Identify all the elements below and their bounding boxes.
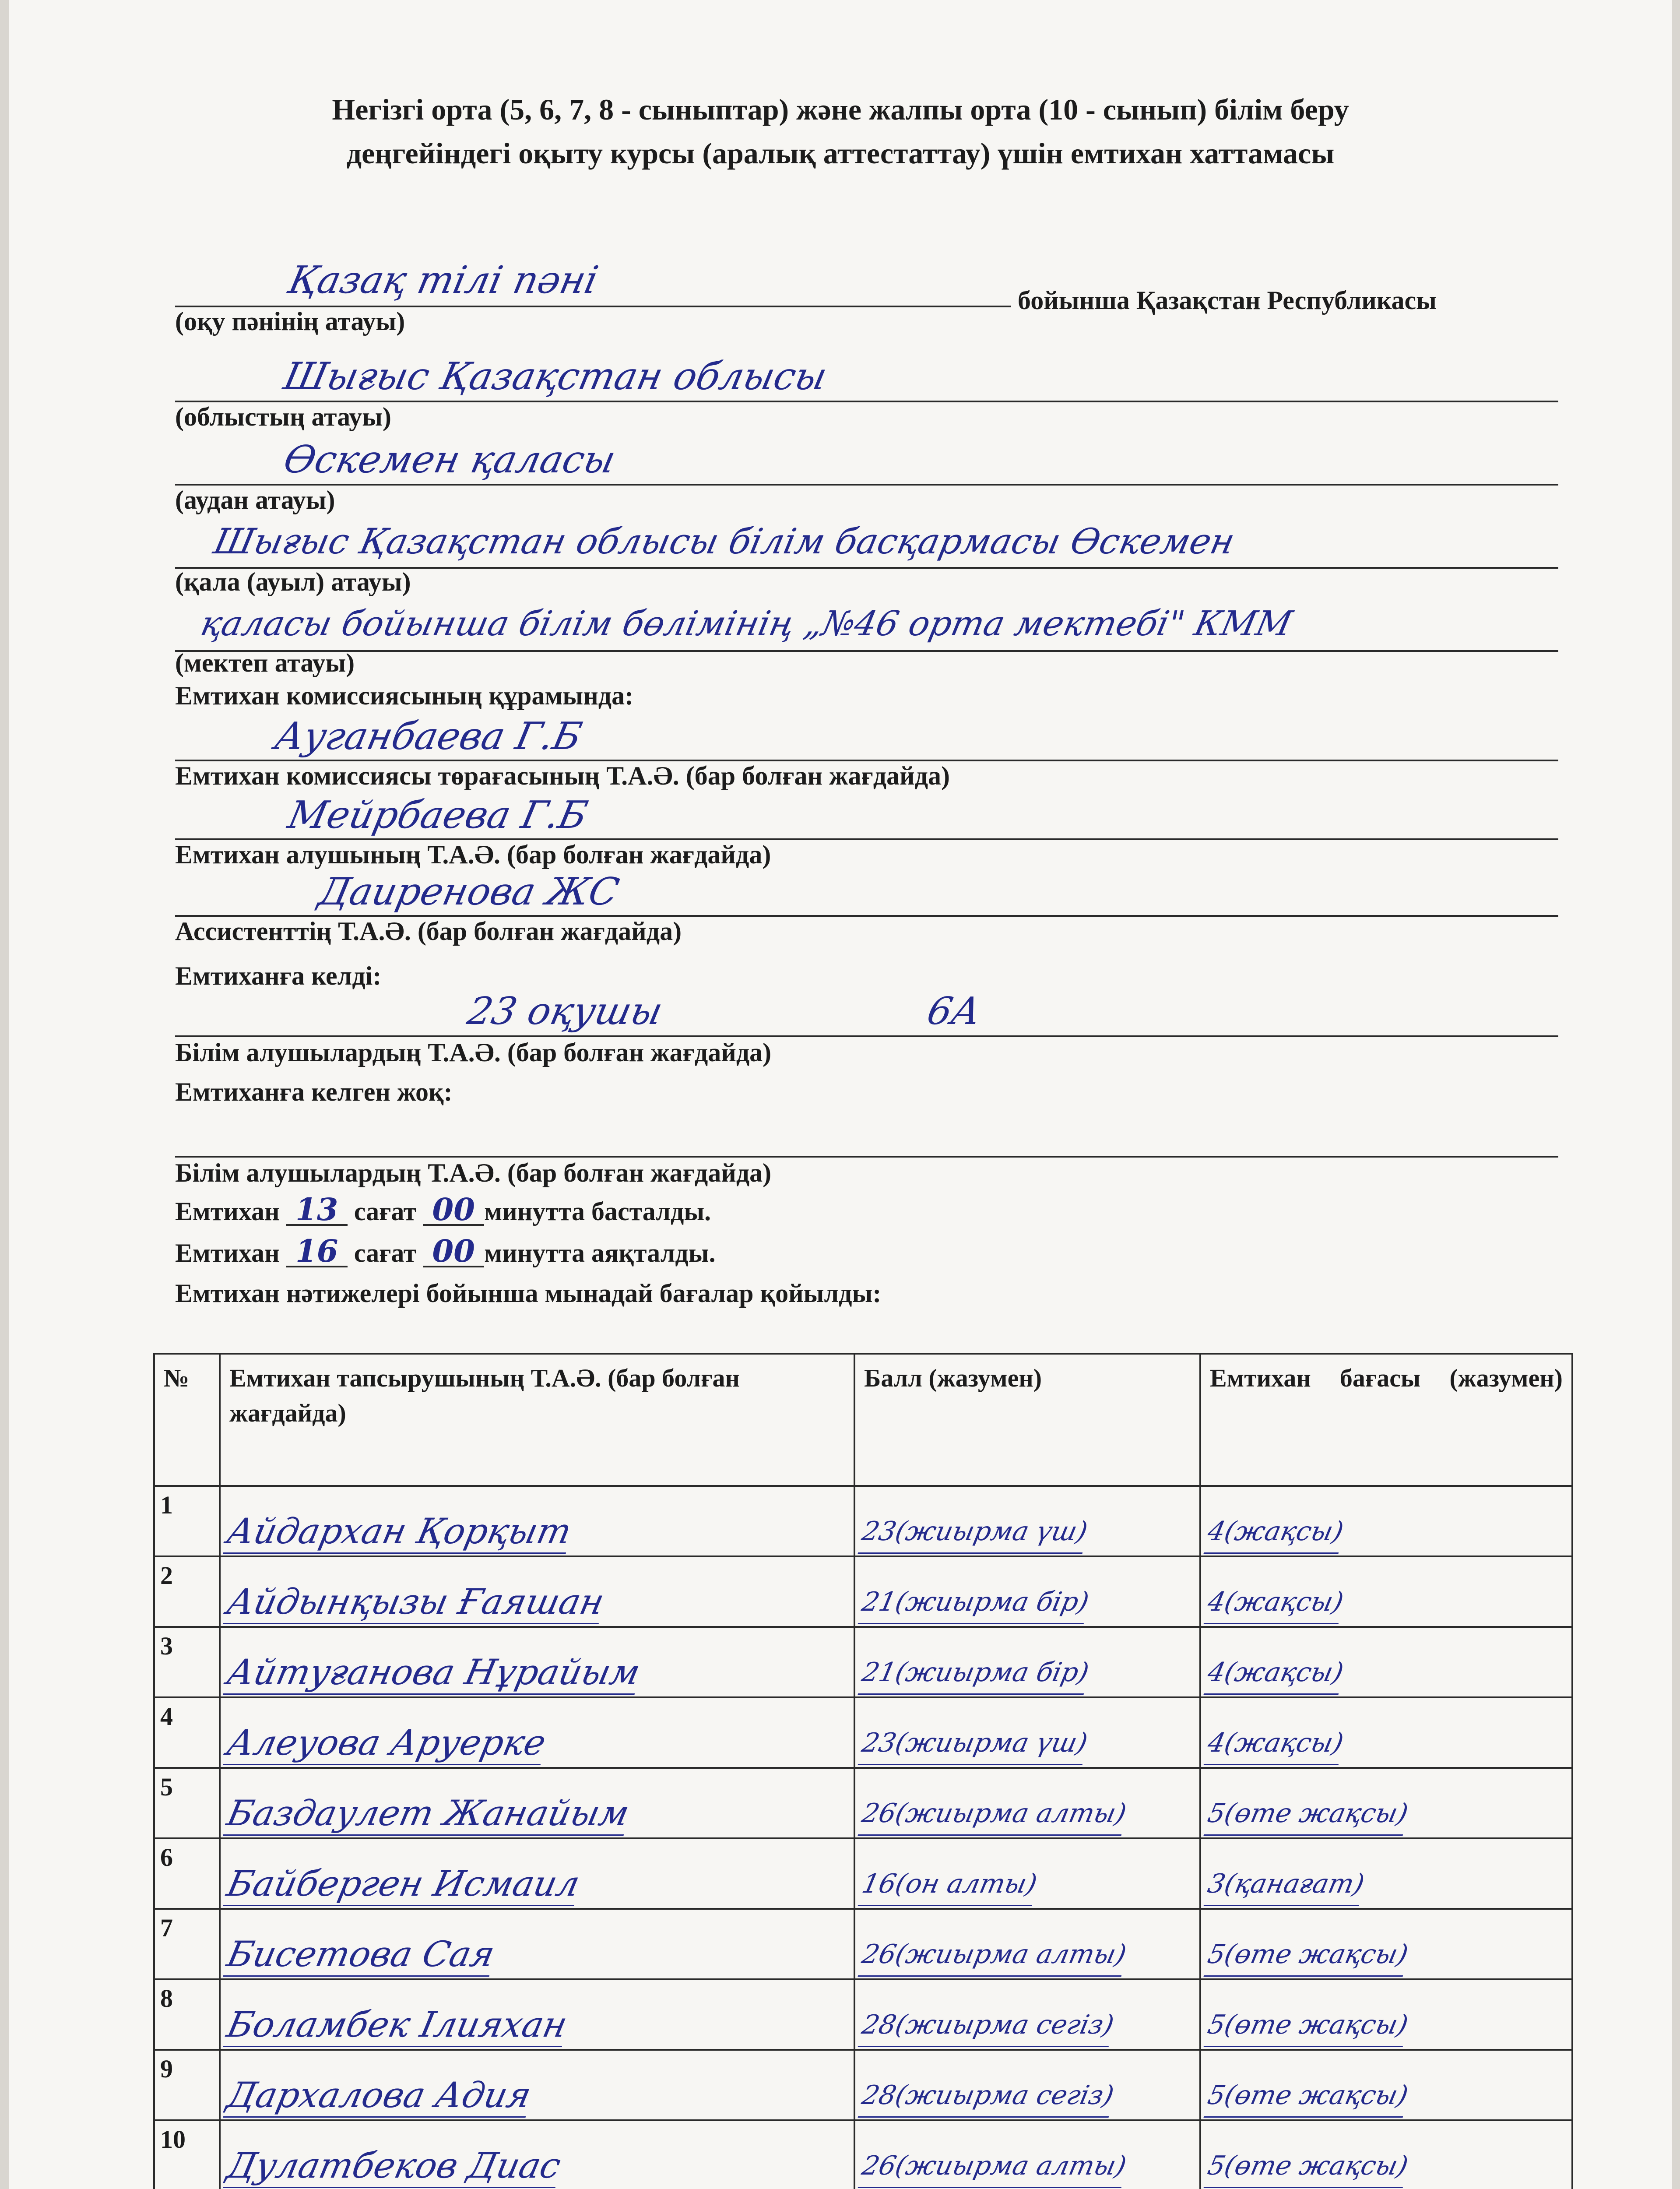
examiner-value: Мейрбаева Г.Б xyxy=(284,793,591,837)
absent-line xyxy=(175,1156,1558,1158)
commission-heading: Емтихан комиссиясының құрамында: xyxy=(175,681,634,710)
header-number: № xyxy=(154,1354,220,1486)
grade-value: 5(өте жақсы) xyxy=(1203,1792,1412,1836)
score-cell xyxy=(854,1627,1200,1697)
grade-value: 5(өте жақсы) xyxy=(1203,2074,1412,2118)
student-name-cell xyxy=(220,1697,854,1768)
exam-end-line: Емтихан 16 сағат 00 минутта аяқталды. xyxy=(175,1233,716,1269)
score-cell xyxy=(854,1486,1200,1556)
grade-cell xyxy=(1200,1768,1572,1838)
school-line xyxy=(175,650,1558,652)
end-hour-value: 16 xyxy=(286,1237,348,1267)
district-row xyxy=(175,420,1558,514)
city-row xyxy=(175,503,1558,596)
subject-row xyxy=(175,245,1558,336)
score-value: 28(жиырма сегіз) xyxy=(858,2004,1118,2047)
assistant-row xyxy=(175,865,1558,946)
student-name-value: Дулатбеков Диас xyxy=(223,2145,564,2188)
table-row xyxy=(154,1979,1572,2050)
student-name-cell xyxy=(220,1768,854,1838)
score-value: 26(жиырма алты) xyxy=(858,1792,1130,1836)
score-value: 21(жиырма бір) xyxy=(858,1581,1093,1624)
absent-label: Білім алушылардың Т.А.Ә. (бар болған жағдайда) xyxy=(175,1158,772,1187)
row-number: 2 xyxy=(154,1556,220,1627)
row-number: 7 xyxy=(154,1909,220,1979)
score-value: 26(жиырма алты) xyxy=(858,2145,1130,2188)
grade-value: 4(жақсы) xyxy=(1203,1581,1347,1624)
region-label: (облыстың атауы) xyxy=(175,402,391,431)
score-value: 26(жиырма алты) xyxy=(858,1933,1130,1977)
attended-line xyxy=(175,1035,1558,1037)
exam-start-line: Емтихан 13 сағат 00 минутта басталды. xyxy=(175,1191,711,1228)
student-name-value: Баздаулет Жанайым xyxy=(223,1792,633,1836)
absent-row xyxy=(175,1103,1558,1187)
examiner-row xyxy=(175,788,1558,867)
results-table xyxy=(153,1353,1573,2189)
chair-row xyxy=(175,709,1558,788)
protocol-sheet xyxy=(9,0,1672,2189)
grade-value: 5(өте жақсы) xyxy=(1203,1933,1412,1977)
school-value: қаласы бойынша білім бөлімінің „№46 орта мектебі" КММ xyxy=(197,604,1296,644)
score-cell xyxy=(854,1556,1200,1627)
student-name-cell xyxy=(220,1979,854,2050)
document-title xyxy=(9,88,1672,175)
score-cell xyxy=(854,1697,1200,1768)
student-name-value: Алеуова Аруерке xyxy=(223,1722,549,1765)
student-name-cell xyxy=(220,2050,854,2120)
score-value: 28(жиырма сегіз) xyxy=(858,2074,1118,2118)
grade-value: 4(жақсы) xyxy=(1203,1722,1347,1765)
results-body xyxy=(154,1486,1572,2189)
student-name-cell xyxy=(220,1909,854,1979)
chair-value: Ауганбаева Г.Б xyxy=(271,714,586,758)
student-name-value: Байберген Исмаил xyxy=(223,1863,583,1906)
grade-cell xyxy=(1200,1627,1572,1697)
results-heading: Емтихан нәтижелері бойынша мынадай бағалар қойылды: xyxy=(175,1279,882,1308)
district-line xyxy=(175,484,1558,486)
score-value: 23(жиырма үш) xyxy=(858,1510,1091,1554)
school-label: (мектеп атауы) xyxy=(175,648,355,677)
grade-cell xyxy=(1200,1486,1572,1556)
table-row xyxy=(154,1556,1572,1627)
start-minute-value: 00 xyxy=(423,1195,484,1226)
grade-value: 5(өте жақсы) xyxy=(1203,2145,1412,2188)
header-score: Балл (жазумен) xyxy=(854,1354,1200,1486)
table-row xyxy=(154,1697,1572,1768)
district-label: (аудан атауы) xyxy=(175,486,335,514)
school-row xyxy=(175,587,1558,677)
student-name-cell xyxy=(220,1556,854,1627)
title-line-1: Негізгі орта (5, 6, 7, 8 - сыныптар) және жалпы орта (10 - сынып) білім беру xyxy=(332,93,1349,126)
student-name-value: Айдынқызы Ғаяшан xyxy=(223,1581,608,1624)
score-cell xyxy=(854,1768,1200,1838)
student-name-cell xyxy=(220,1838,854,1909)
end-minute-value: 00 xyxy=(423,1237,484,1267)
student-name-value: Дархалова Адия xyxy=(223,2074,534,2118)
assistant-label: Ассистенттің Т.А.Ә. (бар болған жағдайда) xyxy=(175,917,682,946)
table-row xyxy=(154,1838,1572,1909)
table-row xyxy=(154,2050,1572,2120)
row-number: 10 xyxy=(154,2120,220,2189)
city-value: Шығыс Қазақстан облысы білім басқармасы Өскемен xyxy=(210,521,1238,562)
score-cell xyxy=(854,1838,1200,1909)
table-row xyxy=(154,1627,1572,1697)
header-grade: Емтихан бағасы (жазумен) xyxy=(1200,1354,1572,1486)
row-number: 1 xyxy=(154,1486,220,1556)
student-name-value: Боламбек Ілияхан xyxy=(223,2004,571,2047)
district-value: Өскемен қаласы xyxy=(280,438,620,482)
score-value: 23(жиырма үш) xyxy=(858,1722,1091,1765)
examiner-label: Емтихан алушының Т.А.Ә. (бар болған жағдайда) xyxy=(175,840,771,869)
city-label: (қала (ауыл) атауы) xyxy=(175,567,411,596)
row-number: 6 xyxy=(154,1838,220,1909)
score-cell xyxy=(854,1909,1200,1979)
subject-suffix: бойынша Қазақстан Республикасы xyxy=(1018,286,1437,315)
grade-cell xyxy=(1200,2050,1572,2120)
table-row xyxy=(154,1909,1572,1979)
score-cell xyxy=(854,1979,1200,2050)
title-line-2: деңгейіндегі оқыту курсы (аралық аттестаттау) үшін емтихан хаттамасы xyxy=(346,137,1335,170)
score-cell xyxy=(854,2120,1200,2189)
header-name: Емтихан тапсырушының Т.А.Ә. (бар болған жағдайда) xyxy=(220,1354,854,1486)
grade-cell xyxy=(1200,1979,1572,2050)
student-name-cell xyxy=(220,1627,854,1697)
row-number: 9 xyxy=(154,2050,220,2120)
attended-heading: Емтиханға келді: xyxy=(175,961,382,990)
student-name-cell xyxy=(220,2120,854,2189)
grade-value: 4(жақсы) xyxy=(1203,1651,1347,1695)
score-cell xyxy=(854,2050,1200,2120)
student-name-value: Айдархан Қорқыт xyxy=(223,1510,575,1554)
student-name-value: Айтуғанова Нұрайым xyxy=(223,1651,643,1695)
grade-cell xyxy=(1200,1909,1572,1979)
table-row xyxy=(154,1768,1572,1838)
grade-value: 3(қанағат) xyxy=(1203,1863,1368,1906)
region-row xyxy=(175,337,1558,431)
subject-value: Қазақ тілі пәні xyxy=(284,258,602,302)
attended-class: 6А xyxy=(923,989,985,1033)
grade-value: 4(жақсы) xyxy=(1203,1510,1347,1554)
attended-row xyxy=(175,985,1558,1067)
table-row xyxy=(154,1486,1572,1556)
table-header-row xyxy=(154,1354,1572,1486)
start-hour-value: 13 xyxy=(286,1195,348,1226)
student-name-value: Бисетова Сая xyxy=(223,1933,498,1977)
region-value: Шығыс Қазақстан облысы xyxy=(280,355,831,398)
row-number: 5 xyxy=(154,1768,220,1838)
row-number: 8 xyxy=(154,1979,220,2050)
chair-label: Емтихан комиссиясы төрағасының Т.А.Ә. (бар болған жағдайда) xyxy=(175,761,950,790)
grade-cell xyxy=(1200,1838,1572,1909)
table-row xyxy=(154,2120,1572,2189)
attended-label: Білім алушылардың Т.А.Ә. (бар болған жағдайда) xyxy=(175,1038,772,1067)
row-number: 3 xyxy=(154,1627,220,1697)
assistant-value: Даuренова ЖС xyxy=(315,870,623,914)
absent-heading: Емтиханға келген жоқ: xyxy=(175,1077,453,1106)
row-number: 4 xyxy=(154,1697,220,1768)
student-name-cell xyxy=(220,1486,854,1556)
grade-cell xyxy=(1200,1556,1572,1627)
score-value: 21(жиырма бір) xyxy=(858,1651,1093,1695)
attended-value: 23 оқушы xyxy=(464,989,667,1033)
grade-cell xyxy=(1200,2120,1572,2189)
grade-cell xyxy=(1200,1697,1572,1768)
subject-label: (оқу пәнінің атауы) xyxy=(175,307,405,336)
score-value: 16(он алты) xyxy=(858,1863,1041,1906)
grade-value: 5(өте жақсы) xyxy=(1203,2004,1412,2047)
